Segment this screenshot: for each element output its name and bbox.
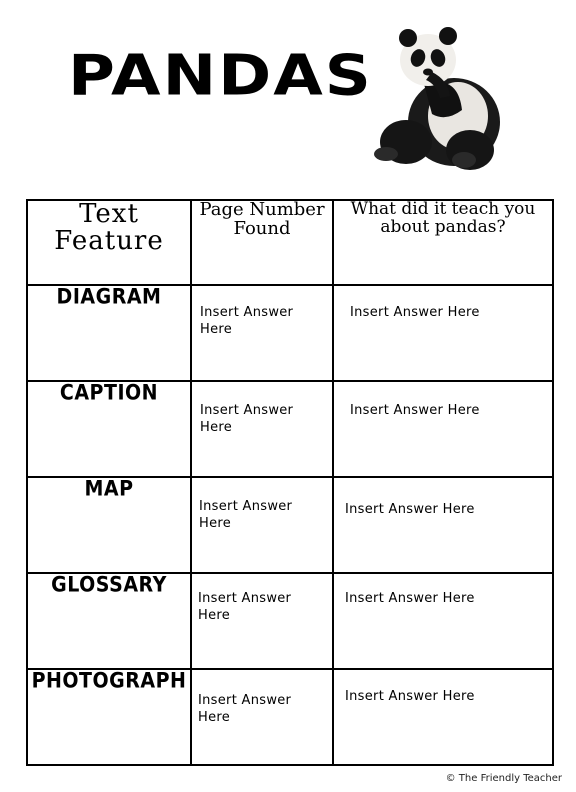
teach-answer-cell[interactable]: Insert Answer Here — [333, 573, 553, 669]
feature-cell — [27, 477, 191, 573]
panda-photo — [366, 14, 516, 174]
table-row — [27, 285, 553, 381]
header-text-feature: Text Feature — [27, 200, 191, 285]
feature-label: DIAGRAM — [56, 284, 162, 310]
page-title: PANDAS — [68, 43, 373, 109]
header-row — [27, 200, 553, 285]
page-answer-cell[interactable]: Insert Answer Here — [191, 477, 333, 573]
feature-label: GLOSSARY — [51, 572, 167, 598]
page-answer-cell[interactable]: Insert Answer Here — [191, 573, 333, 669]
header-what-taught: What did it teach you about pandas? — [333, 200, 553, 285]
header-page-number: Page Number Found — [191, 200, 333, 285]
table-row — [27, 477, 553, 573]
copyright-footer: © The Friendly Teacher — [445, 773, 562, 784]
feature-cell — [27, 669, 191, 765]
feature-cell — [27, 285, 191, 381]
table-row — [27, 669, 553, 765]
feature-cell — [27, 573, 191, 669]
feature-label: CAPTION — [59, 380, 159, 406]
feature-cell — [27, 381, 191, 477]
page-answer-cell[interactable]: Insert Answer Here — [191, 285, 333, 381]
feature-label: MAP — [84, 476, 134, 502]
feature-label: PHOTOGRAPH — [31, 668, 187, 694]
page-answer-cell[interactable]: Insert Answer Here — [191, 381, 333, 477]
teach-answer-cell[interactable]: Insert Answer Here — [333, 669, 553, 765]
table-row — [27, 381, 553, 477]
teach-answer-cell[interactable]: Insert Answer Here — [333, 381, 553, 477]
text-feature-table — [26, 199, 554, 766]
page-answer-cell[interactable]: Insert Answer Here — [191, 669, 333, 765]
table-row — [27, 573, 553, 669]
teach-answer-cell[interactable]: Insert Answer Here — [333, 285, 553, 381]
teach-answer-cell[interactable]: Insert Answer Here — [333, 477, 553, 573]
